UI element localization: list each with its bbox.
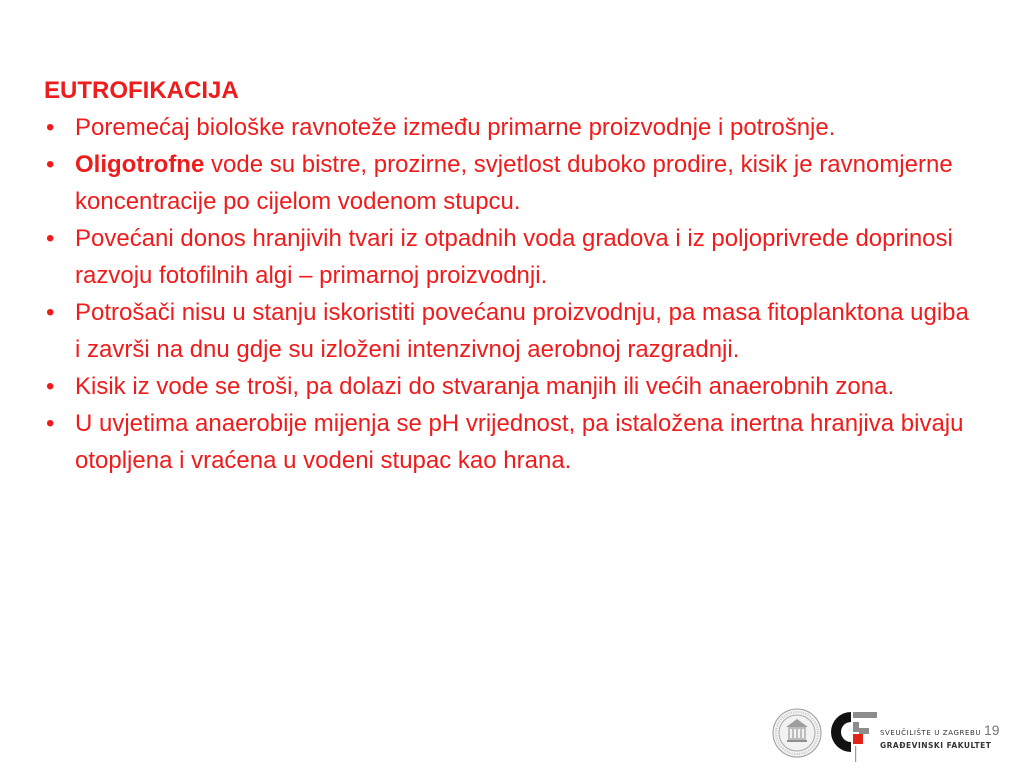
bullet-item xyxy=(44,109,974,146)
university-seal-icon xyxy=(772,708,822,758)
bullet-marker: • xyxy=(46,373,55,400)
bullet-item xyxy=(44,405,974,479)
bullet-text: Potrošači nisu u stanju iskoristiti povećanu proizvodnju, pa masa fitoplanktona ugiba i završi na dnu gdje su izloženi intenzivnoj aerobnoj razgradnji. xyxy=(75,299,969,363)
faculty-name: GRAĐEVINSKI FAKULTET xyxy=(880,741,992,750)
faculty-name-block xyxy=(880,728,991,751)
bullet-item xyxy=(44,146,974,220)
bullet-item xyxy=(44,294,974,368)
faculty-logo-icon xyxy=(825,704,879,764)
university-name: SVEUČILIŠTE U ZAGREBU xyxy=(880,729,982,737)
bullet-marker: • xyxy=(46,114,55,141)
bullet-marker: • xyxy=(46,225,55,252)
bullet-marker: • xyxy=(46,151,55,178)
bullet-text: Poremećaj biološke ravnoteže između primarne proizvodnje i potrošnje. xyxy=(75,114,836,141)
bullet-marker: • xyxy=(46,299,55,326)
bullet-list xyxy=(44,109,974,479)
bullet-lead-term: Oligotrofne xyxy=(75,151,205,178)
bullet-item xyxy=(44,220,974,294)
slide-content xyxy=(44,72,974,479)
bullet-text: vode su bistre, prozirne, svjetlost duboko prodire, kisik je ravnomjerne koncentracije po cijelom vodenom stupcu. xyxy=(75,151,953,215)
slide-heading: EUTROFIKACIJA xyxy=(44,77,239,104)
bullet-text: Kisik iz vode se troši, pa dolazi do stvaranja manjih ili većih anaerobnih zona. xyxy=(75,373,895,400)
page-number: 19 xyxy=(984,722,1000,738)
bullet-marker: • xyxy=(46,410,55,437)
bullet-item xyxy=(44,368,974,405)
bullet-text: U uvjetima anaerobije mijenja se pH vrijednost, pa istaložena inertna hranjiva bivaju otopljena i vraćena u vodeni stupac kao hrana. xyxy=(75,410,964,474)
bullet-text: Povećani donos hranjivih tvari iz otpadnih voda gradova i iz poljoprivrede doprinosi razvoju fotofilnih algi – primarnoj proizvodnji. xyxy=(75,225,953,289)
